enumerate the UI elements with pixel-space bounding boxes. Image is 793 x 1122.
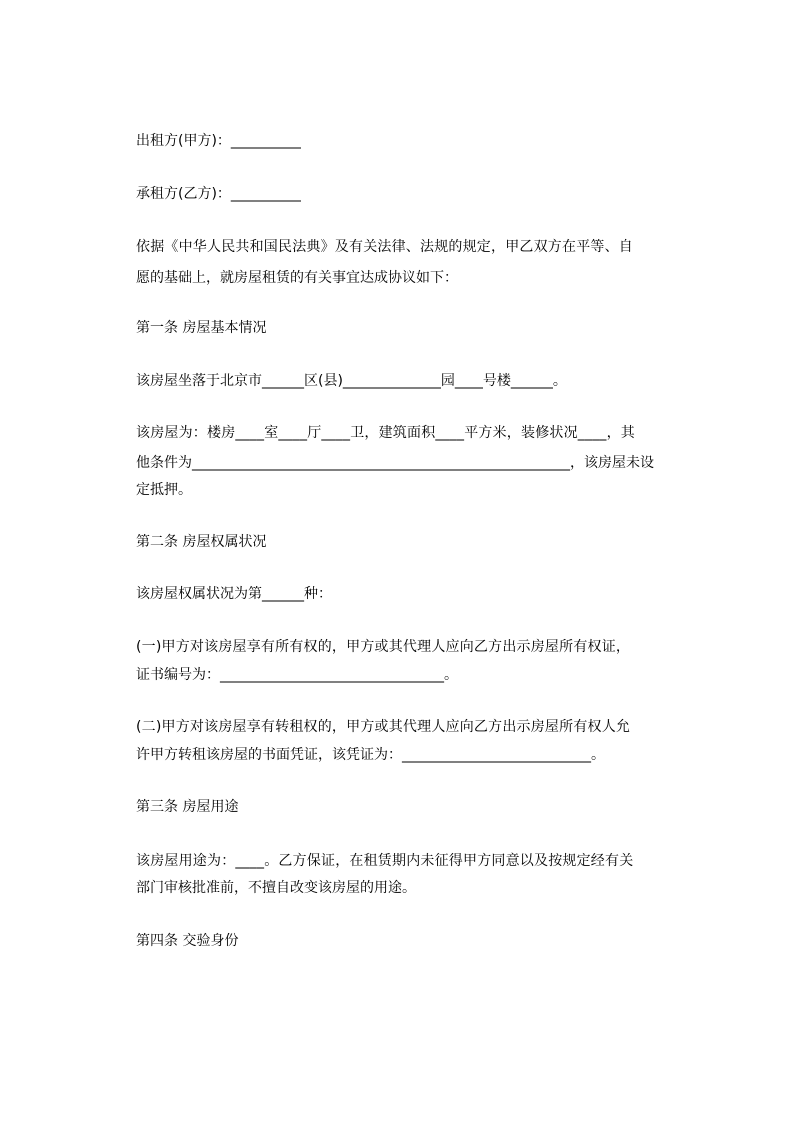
article-2-title: 第二条 房屋权属状况: [136, 534, 267, 550]
article-2-type: 该房屋权属状况为第______种：: [136, 586, 332, 602]
article-1-location: 该房屋坐落于北京市______区(县)______________园____号楼______。: [136, 373, 567, 389]
lessee-line: 承租方(乙方)：__________: [136, 186, 301, 202]
article-3-body-line-2: 部门审核批准前，不擅自改变该房屋的用途。: [136, 880, 416, 896]
lessor-line: 出租方(甲方)：__________: [136, 133, 301, 149]
article-3-title: 第三条 房屋用途: [136, 799, 239, 815]
intro-line-2: 愿的基础上，就房屋租赁的有关事宜达成协议如下：: [136, 270, 458, 286]
article-2-option-2-line-2: 许甲方转租该房屋的书面凭证，该凭证为：___________________________。: [136, 747, 605, 763]
article-2-option-1-line-1: (一)甲方对该房屋享有所有权的，甲方或其代理人应向乙方出示房屋所有权证，: [136, 639, 631, 655]
article-3-body-line-1: 该房屋用途为：____。乙方保证，在租赁期内未征得甲方同意以及按规定经有关: [136, 853, 634, 869]
intro-line-1: 依据《中华人民共和国民法典》及有关法律、法规的规定，甲乙双方在平等、自: [136, 239, 633, 255]
article-1-title: 第一条 房屋基本情况: [136, 320, 267, 336]
article-4-title: 第四条 交验身份: [136, 933, 239, 949]
article-1-details-line-3: 定抵押。: [136, 482, 192, 498]
article-1-details-line-1: 该房屋为：楼房____室____厅____卫，建筑面积____平方米，装修状况____，其: [136, 425, 635, 441]
article-1-details-line-2: 他条件为______________________________________________________，该房屋未设: [136, 455, 654, 471]
article-2-option-2-line-1: (二)甲方对该房屋享有转租权的，甲方或其代理人应向乙方出示房屋所有权人允: [136, 719, 631, 735]
article-2-option-1-line-2: 证书编号为：________________________________。: [136, 667, 458, 683]
